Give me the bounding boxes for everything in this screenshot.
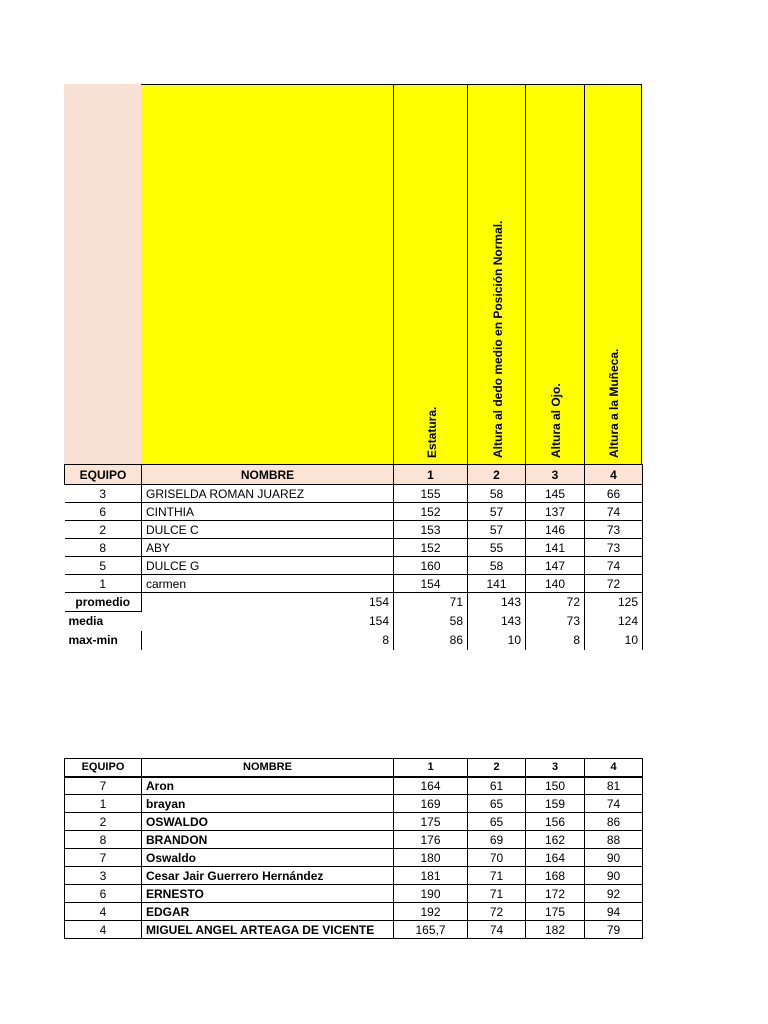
- stat-value[interactable]: 72: [526, 593, 585, 612]
- cell-value[interactable]: 74: [468, 921, 526, 939]
- cell-nombre[interactable]: brayan: [142, 795, 394, 813]
- cell-equipo[interactable]: 6: [65, 503, 142, 521]
- header-col-4[interactable]: [584, 84, 642, 464]
- cell-equipo[interactable]: 4: [65, 903, 142, 921]
- cell-value[interactable]: 71: [468, 867, 526, 885]
- cell-value[interactable]: 61: [468, 777, 526, 795]
- header-name-block: [141, 84, 393, 465]
- cell-value[interactable]: 86: [585, 813, 643, 831]
- cell-equipo[interactable]: 3: [65, 867, 142, 885]
- header-equipo[interactable]: EQUIPO: [65, 465, 142, 485]
- cell-value[interactable]: 88: [585, 831, 643, 849]
- stat-label[interactable]: media: [68, 614, 104, 629]
- table-row: [65, 921, 643, 939]
- cell-value[interactable]: 92: [585, 885, 643, 903]
- header-altura-muneca: Altura a la Muñeca.: [607, 348, 621, 458]
- table-row: [65, 885, 643, 903]
- stat-value[interactable]: 71: [394, 593, 468, 612]
- cell-value[interactable]: 155: [394, 485, 468, 503]
- cell-value[interactable]: 90: [585, 867, 643, 885]
- header-1[interactable]: 1: [394, 759, 468, 777]
- stat-value[interactable]: 154: [142, 593, 394, 612]
- cell-value[interactable]: 190: [394, 885, 468, 903]
- cell-nombre[interactable]: ABY: [142, 539, 394, 557]
- cell-value[interactable]: 90: [585, 849, 643, 867]
- cell-value[interactable]: 58: [468, 485, 526, 503]
- stat-value[interactable]: 86: [394, 631, 468, 650]
- cell-nombre[interactable]: ERNESTO: [142, 885, 394, 903]
- cell-nombre[interactable]: GRISELDA ROMAN JUAREZ: [142, 485, 394, 503]
- cell-value[interactable]: 159: [526, 795, 585, 813]
- cell-equipo[interactable]: 3: [65, 485, 142, 503]
- stat-value[interactable]: 10: [468, 631, 526, 650]
- cell-equipo[interactable]: 2: [65, 521, 142, 539]
- cell-equipo[interactable]: 8: [65, 831, 142, 849]
- table-row: [65, 795, 643, 813]
- cell-value[interactable]: 74: [585, 795, 643, 813]
- cell-value[interactable]: 140: [526, 575, 585, 593]
- cell-equipo[interactable]: 8: [65, 539, 142, 557]
- cell-value[interactable]: 172: [526, 885, 585, 903]
- cell-value[interactable]: 65: [468, 795, 526, 813]
- table-row: [65, 849, 643, 867]
- cell-value[interactable]: 141: [526, 539, 585, 557]
- cell-value[interactable]: 160: [394, 557, 468, 575]
- cell-value[interactable]: 81: [585, 777, 643, 795]
- stat-row-promedio: [65, 593, 643, 612]
- cell-value[interactable]: 153: [394, 521, 468, 539]
- cell-value[interactable]: 147: [526, 557, 585, 575]
- cell-equipo[interactable]: 7: [65, 849, 142, 867]
- stat-value[interactable]: 73: [526, 612, 585, 631]
- cell-value[interactable]: 94: [585, 903, 643, 921]
- header-col-2[interactable]: [467, 84, 526, 464]
- header-peach-block: [64, 84, 141, 464]
- table-row: [65, 557, 643, 575]
- table-women: [64, 464, 643, 650]
- cell-equipo[interactable]: 5: [65, 557, 142, 575]
- cell-value[interactable]: 175: [394, 813, 468, 831]
- table-row: [65, 485, 643, 503]
- cell-nombre[interactable]: DULCE C: [142, 521, 394, 539]
- table-header-row: [65, 465, 643, 485]
- stat-value[interactable]: 154: [142, 612, 394, 631]
- cell-nombre[interactable]: carmen: [142, 575, 394, 593]
- table-row: [65, 867, 643, 885]
- stat-value[interactable]: 124: [585, 612, 643, 631]
- cell-value[interactable]: 73: [585, 539, 643, 557]
- cell-value[interactable]: 180: [394, 849, 468, 867]
- header-nombre[interactable]: NOMBRE: [142, 465, 394, 485]
- cell-nombre[interactable]: DULCE G: [142, 557, 394, 575]
- cell-value[interactable]: 164: [526, 849, 585, 867]
- cell-value[interactable]: 154: [394, 575, 468, 593]
- header-2[interactable]: 2: [468, 465, 526, 485]
- cell-value[interactable]: 57: [468, 503, 526, 521]
- cell-value[interactable]: 162: [526, 831, 585, 849]
- table-men: [64, 758, 643, 939]
- header-equipo[interactable]: EQUIPO: [65, 759, 142, 777]
- cell-equipo[interactable]: 2: [65, 813, 142, 831]
- cell-value[interactable]: 156: [526, 813, 585, 831]
- cell-nombre[interactable]: Cesar Jair Guerrero Hernández: [142, 867, 394, 885]
- cell-value[interactable]: 57: [468, 521, 526, 539]
- cell-value[interactable]: 152: [394, 539, 468, 557]
- header-1[interactable]: 1: [394, 465, 468, 485]
- table-row: [65, 777, 643, 795]
- cell-nombre[interactable]: EDGAR: [142, 903, 394, 921]
- cell-equipo[interactable]: 4: [65, 921, 142, 939]
- table-row: [65, 521, 643, 539]
- cell-value[interactable]: 168: [526, 867, 585, 885]
- cell-value[interactable]: 169: [394, 795, 468, 813]
- cell-value[interactable]: 74: [585, 557, 643, 575]
- cell-equipo[interactable]: 1: [65, 575, 142, 593]
- header-2[interactable]: 2: [468, 759, 526, 777]
- stat-label[interactable]: promedio: [65, 593, 142, 612]
- table-row: [65, 903, 643, 921]
- cell-nombre[interactable]: Aron: [142, 777, 394, 795]
- table-row: [65, 831, 643, 849]
- stat-label[interactable]: max-min: [65, 631, 142, 650]
- cell-value[interactable]: 152: [394, 503, 468, 521]
- cell-value[interactable]: 72: [468, 903, 526, 921]
- table-row: [65, 575, 643, 593]
- cell-value[interactable]: 182: [526, 921, 585, 939]
- cell-value[interactable]: 146: [526, 521, 585, 539]
- stat-row-max-min: [65, 631, 643, 650]
- header-col-3[interactable]: [525, 84, 585, 464]
- stat-row-media: [65, 612, 643, 631]
- cell-value[interactable]: 137: [526, 503, 585, 521]
- stat-value[interactable]: 58: [394, 612, 468, 631]
- cell-equipo[interactable]: 1: [65, 795, 142, 813]
- cell-value[interactable]: 71: [468, 885, 526, 903]
- cell-nombre[interactable]: BRANDON: [142, 831, 394, 849]
- stat-value[interactable]: 8: [526, 631, 585, 650]
- cell-value[interactable]: 164: [394, 777, 468, 795]
- cell-value[interactable]: 74: [585, 503, 643, 521]
- cell-value[interactable]: 145: [526, 485, 585, 503]
- cell-nombre[interactable]: OSWALDO: [142, 813, 394, 831]
- header-4[interactable]: 4: [585, 465, 643, 485]
- cell-value[interactable]: 176: [394, 831, 468, 849]
- header-estatura: Estatura.: [424, 406, 439, 458]
- cell-value[interactable]: 73: [585, 521, 643, 539]
- cell-value[interactable]: 181: [394, 867, 468, 885]
- header-3[interactable]: 3: [526, 465, 585, 485]
- header-altura-dedo: Altura al dedo medio en Posición Normal.: [490, 220, 505, 458]
- stat-value[interactable]: 8: [142, 631, 394, 650]
- header-3[interactable]: 3: [526, 759, 585, 777]
- stat-value[interactable]: 143: [468, 612, 526, 631]
- cell-value[interactable]: 65: [468, 813, 526, 831]
- stat-value[interactable]: 10: [585, 631, 643, 650]
- table-row: [65, 813, 643, 831]
- cell-value[interactable]: 175: [526, 903, 585, 921]
- cell-value[interactable]: 79: [585, 921, 643, 939]
- header-nombre[interactable]: NOMBRE: [142, 759, 394, 777]
- cell-value[interactable]: 55: [468, 539, 526, 557]
- cell-value[interactable]: 72: [585, 575, 643, 593]
- table-row: [65, 539, 643, 557]
- cell-value[interactable]: 66: [585, 485, 643, 503]
- stat-value[interactable]: 143: [468, 593, 526, 612]
- header-altura-ojo: Altura al Ojo.: [549, 383, 563, 458]
- cell-equipo[interactable]: 7: [65, 777, 142, 795]
- cell-nombre[interactable]: Oswaldo: [142, 849, 394, 867]
- table-row: [65, 503, 643, 521]
- cell-value[interactable]: 150: [526, 777, 585, 795]
- cell-value[interactable]: 165,7: [394, 921, 468, 939]
- cell-value[interactable]: 58: [468, 557, 526, 575]
- header-col-1[interactable]: [393, 84, 468, 464]
- cell-equipo[interactable]: 6: [65, 885, 142, 903]
- table-header-row: [65, 759, 643, 777]
- cell-nombre[interactable]: CINTHIA: [142, 503, 394, 521]
- cell-value[interactable]: 141: [468, 575, 526, 593]
- cell-value[interactable]: 69: [468, 831, 526, 849]
- stat-value[interactable]: 125: [585, 593, 643, 612]
- cell-nombre[interactable]: MIGUEL ANGEL ARTEAGA DE VICENTE: [142, 921, 394, 939]
- header-4[interactable]: 4: [585, 759, 643, 777]
- cell-value[interactable]: 192: [394, 903, 468, 921]
- cell-value[interactable]: 70: [468, 849, 526, 867]
